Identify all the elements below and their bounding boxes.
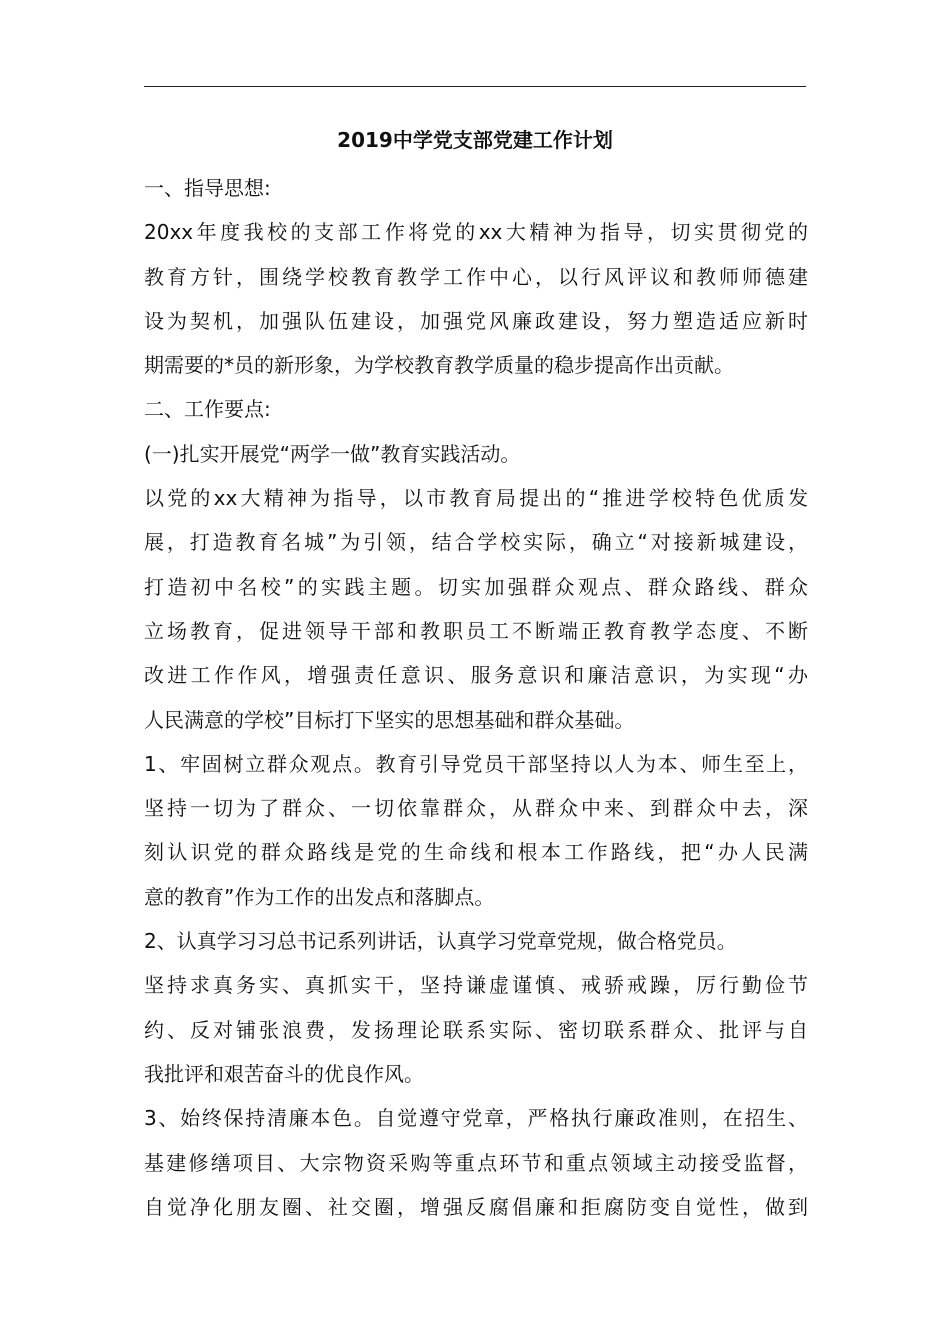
document-body <box>144 166 808 1229</box>
paragraph-line: 20xx年度我校的支部工作将党的xx大精神为指导，切实贯彻党的 <box>144 220 808 245</box>
paragraph-line: 展，打造教育名城”为引领，结合学校实际，确立“对接新城建设， <box>144 530 808 555</box>
paragraph-line: 期需要的*员的新形象，为学校教育教学质量的稳步提高作出贡献。 <box>144 353 734 378</box>
numbered-item-1: 1、牢固树立群众观点。教育引导党员干部坚持以人为本、师生至上， <box>144 751 808 776</box>
paragraph-line: 设为契机，加强队伍建设，加强党风廉政建设，努力塑造适应新时 <box>144 308 808 333</box>
paragraph-line: 以党的xx大精神为指导，以市教育局提出的“推进学校特色优质发 <box>144 486 808 511</box>
paragraph-line: 人民满意的学校”目标打下坚实的思想基础和群众基础。 <box>144 707 635 732</box>
paragraph-line: 基建修缮项目、大宗物资采购等重点环节和重点领域主动接受监督， <box>144 1150 808 1175</box>
header-rule <box>144 86 806 87</box>
heading-guiding-ideology: 一、指导思想: <box>144 176 271 200</box>
paragraph-line: 改进工作作风，增强责任意识、服务意识和廉洁意识，为实现“办 <box>144 663 808 688</box>
numbered-item-2: 2、认真学习习总书记系列讲话，认真学习党章党规，做合格党员。 <box>144 929 737 954</box>
paragraph-line: 打造初中名校”的实践主题。切实加强群众观点、群众路线、群众 <box>144 574 808 599</box>
numbered-item-3: 3、始终保持清廉本色。自觉遵守党章，严格执行廉政准则，在招生、 <box>144 1106 808 1131</box>
paragraph-line: 立场教育，促进领导干部和教职员工不断端正教育教学态度、不断 <box>144 618 808 643</box>
paragraph-line: 坚持一切为了群众、一切依靠群众，从群众中来、到群众中去，深 <box>144 796 808 821</box>
subheading-practice-activity: (一)扎实开展党“两学一做”教育实践活动。 <box>144 441 521 466</box>
paragraph-line: 约、反对铺张浪费，发扬理论联系实际、密切联系群众、批评与自 <box>144 1017 808 1042</box>
document-title: 2019中学党支部党建工作计划 <box>337 128 613 152</box>
paragraph-line: 刻认识党的群众路线是党的生命线和根本工作路线，把“办人民满 <box>144 840 808 865</box>
paragraph-line: 意的教育”作为工作的出发点和落脚点。 <box>144 884 495 909</box>
paragraph-line: 自觉净化朋友圈、社交圈，增强反腐倡廉和拒腐防变自觉性，做到 <box>144 1194 808 1219</box>
paragraph-line: 我批评和艰苦奋斗的优良作风。 <box>144 1061 424 1086</box>
paragraph-line: 坚持求真务实、真抓实干，坚持谦虚谨慎、戒骄戒躁，厉行勤俭节 <box>144 973 808 998</box>
paragraph-line: 教育方针，围绕学校教育教学工作中心，以行风评议和教师师德建 <box>144 264 808 289</box>
heading-work-points: 二、工作要点: <box>144 397 271 422</box>
